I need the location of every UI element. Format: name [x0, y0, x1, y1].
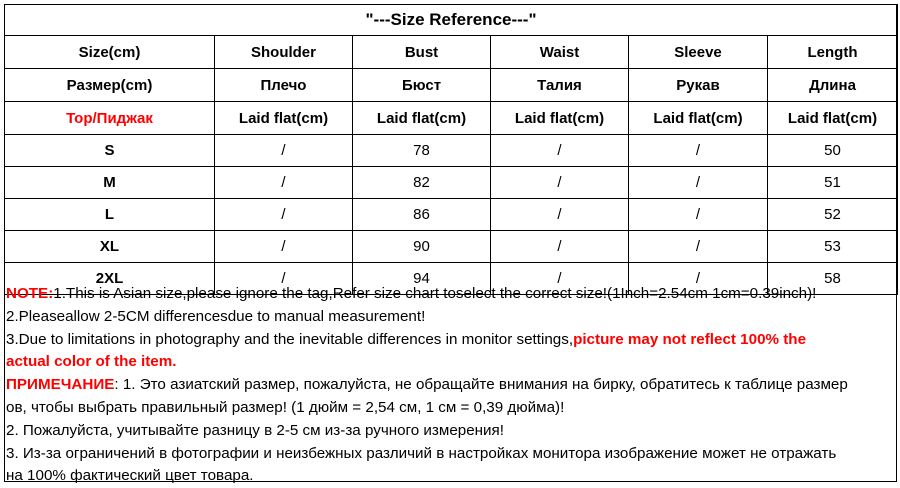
- method-length: Laid flat(cm): [768, 102, 898, 135]
- note-ru-line-1: [6, 374, 894, 397]
- shoulder-cell: /: [215, 231, 353, 263]
- header-length: Length: [768, 36, 898, 69]
- header-waist-ru: Талия: [491, 69, 629, 102]
- note-text: 1.This is Asian size,please ignore the tag,Refer size chart toselect the correct size!(1Inch=2.54cm 1cm=0.39inch)!: [53, 285, 817, 302]
- waist-cell: /: [491, 167, 629, 199]
- length-cell: 52: [768, 199, 898, 231]
- note-warning-cont: actual color of the item.: [6, 353, 177, 371]
- method-shoulder: Laid flat(cm): [215, 102, 353, 135]
- length-cell: 58: [768, 263, 898, 295]
- header-length-ru: Длина: [768, 69, 898, 102]
- method-bust: Laid flat(cm): [353, 102, 491, 135]
- notes-block: [6, 283, 894, 488]
- size-table: [4, 4, 898, 295]
- header-shoulder-ru: Плечо: [215, 69, 353, 102]
- sleeve-cell: /: [629, 231, 768, 263]
- note-en-line-3: [6, 329, 894, 352]
- size-cell: M: [5, 167, 215, 199]
- size-cell: S: [5, 135, 215, 167]
- header-row-ru: [5, 69, 898, 102]
- waist-cell: /: [491, 199, 629, 231]
- table-row: [5, 199, 898, 231]
- header-shoulder: Shoulder: [215, 36, 353, 69]
- shoulder-cell: /: [215, 167, 353, 199]
- table-row: [5, 167, 898, 199]
- note-en-line-2: 2.Pleaseallow 2-5CM differencesdue to manual measurement!: [6, 307, 426, 325]
- shoulder-cell: /: [215, 199, 353, 231]
- bust-cell: 94: [353, 263, 491, 295]
- title-row: [5, 5, 898, 36]
- sleeve-cell: /: [629, 199, 768, 231]
- shoulder-cell: /: [215, 263, 353, 295]
- header-row-en: [5, 36, 898, 69]
- header-bust: Bust: [353, 36, 491, 69]
- section-label: Top/Пиджак: [5, 102, 215, 135]
- sleeve-cell: /: [629, 135, 768, 167]
- length-cell: 53: [768, 231, 898, 263]
- waist-cell: /: [491, 263, 629, 295]
- sleeve-cell: /: [629, 263, 768, 295]
- note-en-line-1: [6, 283, 894, 306]
- header-bust-ru: Бюст: [353, 69, 491, 102]
- shoulder-cell: /: [215, 135, 353, 167]
- bust-cell: 78: [353, 135, 491, 167]
- note-ru-line-3: 3. Из-за ограничений в фотографии и неизбежных различий в настройках монитора изображение может не отражать: [6, 444, 837, 462]
- header-sleeve-ru: Рукав: [629, 69, 768, 102]
- note-ru-line-3b: на 100% фактический цвет товара.: [6, 467, 254, 485]
- table-row: [5, 231, 898, 263]
- header-size: Size(cm): [5, 36, 215, 69]
- method-sleeve: Laid flat(cm): [629, 102, 768, 135]
- length-cell: 51: [768, 167, 898, 199]
- note-ru-label: ПРИМЕЧАНИЕ: [6, 376, 115, 394]
- method-waist: Laid flat(cm): [491, 102, 629, 135]
- note-text: : 1. Это азиатский размер, пожалуйста, не обращайте внимания на бирку, обратитесь к таблице размер: [114, 376, 848, 394]
- header-sleeve: Sleeve: [629, 36, 768, 69]
- size-cell: L: [5, 199, 215, 231]
- size-cell: XL: [5, 231, 215, 263]
- table-row: [5, 135, 898, 167]
- header-waist: Waist: [491, 36, 629, 69]
- bust-cell: 86: [353, 199, 491, 231]
- size-cell: 2XL: [5, 263, 215, 295]
- chart-title: "---Size Reference---": [5, 5, 898, 36]
- note-label: NOTE:: [6, 285, 54, 302]
- method-row: [5, 102, 898, 135]
- waist-cell: /: [491, 135, 629, 167]
- waist-cell: /: [491, 231, 629, 263]
- note-warning: picture may not reflect 100% the: [573, 330, 807, 348]
- sleeve-cell: /: [629, 167, 768, 199]
- note-ru-line-1b: ов, чтобы выбрать правильный размер! (1 дюйм = 2,54 см, 1 см = 0,39 дюйма)!: [6, 398, 565, 416]
- header-size-ru: Размер(cm): [5, 69, 215, 102]
- note-ru-line-2: 2. Пожалуйста, учитывайте разницу в 2-5 см из-за ручного измерения!: [6, 421, 504, 439]
- bust-cell: 90: [353, 231, 491, 263]
- length-cell: 50: [768, 135, 898, 167]
- bust-cell: 82: [353, 167, 491, 199]
- note-text: 3.Due to limitations in photography and the inevitable differences in monitor settings,: [6, 330, 574, 348]
